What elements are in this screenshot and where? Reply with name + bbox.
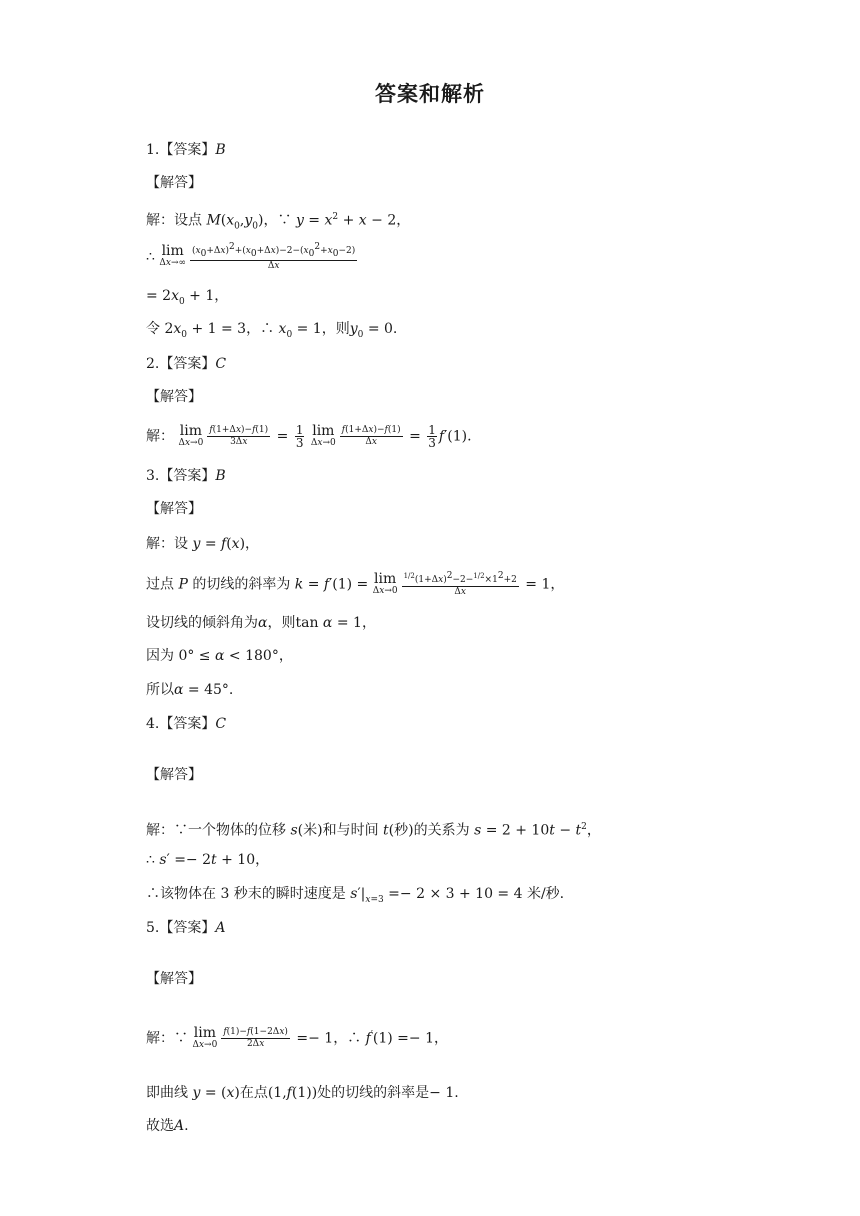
q1-answer-line — [146, 139, 226, 161]
q2-answer-value: C — [215, 356, 227, 372]
q5-answer-line — [146, 917, 225, 939]
q5-line-1: 解：∵ lim Δx→0 $\frac{f(1)-f(1-2\Delta x)}{2\Delta x}$ =− 1，∴ f′(1) =− 1， — [146, 1024, 448, 1050]
q4-answer-line — [146, 713, 226, 735]
q3-line-4: 因为 0° ≤ α < 180°， — [146, 648, 293, 664]
q5-answer-value: A — [215, 920, 226, 936]
q3-answer-line — [146, 465, 226, 487]
q4-line-1: 解：∵一个物体的位移 s(米)和与时间 t(秒)的关系为 $s = 2 + 10t - t^2$， — [146, 822, 601, 839]
q1-line-1: 解：设点 $M(x_0,y_0)$，∵ $y = x^2 + x - 2$， — [146, 212, 411, 232]
q4-line-2: ∴ s′ =− 2t + 10， — [146, 852, 270, 868]
q3-line-2: 过点 P 的切线的斜率为 k = f′(1) = lim Δx→0 $\frac{1/2(1+\Delta x)^2-2-1/2\times 1^2+2}{\Delta x}$ = 1， — [146, 570, 565, 597]
q3-line-5: 所以α = 45°. — [146, 682, 234, 698]
q3-jieda-label: 【解答】 — [146, 501, 202, 517]
q2-jieda-label: 【解答】 — [146, 389, 202, 405]
q4-answer-head: 4.【答案】 — [146, 716, 216, 732]
q2-answer-line — [146, 353, 226, 375]
q3-answer-value: B — [215, 468, 226, 484]
q4-answer-value: C — [215, 716, 227, 732]
q3-answer-head: 3.【答案】 — [146, 468, 216, 484]
q4-line-3: ∴该物体在 3 秒末的瞬时速度是 $s'|_{x=3} =- 2 \times 3 + 10 = 4$ 米/秒. — [146, 886, 565, 905]
q1-line-3: = $2x_0 + 1$， — [146, 288, 229, 307]
q5-line-2: 即曲线 y = (x)在点(1,f(1))处的切线的斜率是− 1. — [146, 1085, 459, 1101]
q5-jieda-label: 【解答】 — [146, 971, 202, 987]
page-title: 答案和解析 — [375, 82, 485, 106]
q2-line-1: 解： lim Δx→0 $\frac{f(1+\Delta x)-f(1)}{3\Delta x}$ = $\frac{1}{3}$ lim Δx→0 $\frac{f(1+\Delta x)-f(1)}{\Delta x}$ = $\frac{1}{3}$ f′(1). — [146, 422, 472, 450]
q5-answer-head: 5.【答案】 — [146, 920, 216, 936]
q1-answer-value: B — [215, 142, 226, 158]
q1-jieda-label: 【解答】 — [146, 175, 202, 191]
q3-line-1: 解：设 y = f(x)， — [146, 536, 260, 552]
q2-answer-head: 2.【答案】 — [146, 356, 216, 372]
q5-line-3: 故选A. — [146, 1118, 189, 1134]
q4-jieda-label: 【解答】 — [146, 767, 202, 783]
q3-line-3: 设切线的倾斜角为α，则tan α = 1， — [146, 615, 376, 631]
q1-line-4: 令 $2x_0 + 1 = 3$，∴ $x_0 = 1$，则$y_0 = 0$. — [146, 321, 398, 340]
q1-line-2: ∴ lim Δx→∞ $\frac{(x_0+\Delta x)^2+(x_0+\Delta x)-2-(x_0^2+x_0-2)}{\Delta x}$ — [146, 242, 356, 271]
q1-answer-head: 1.【答案】 — [146, 142, 216, 158]
